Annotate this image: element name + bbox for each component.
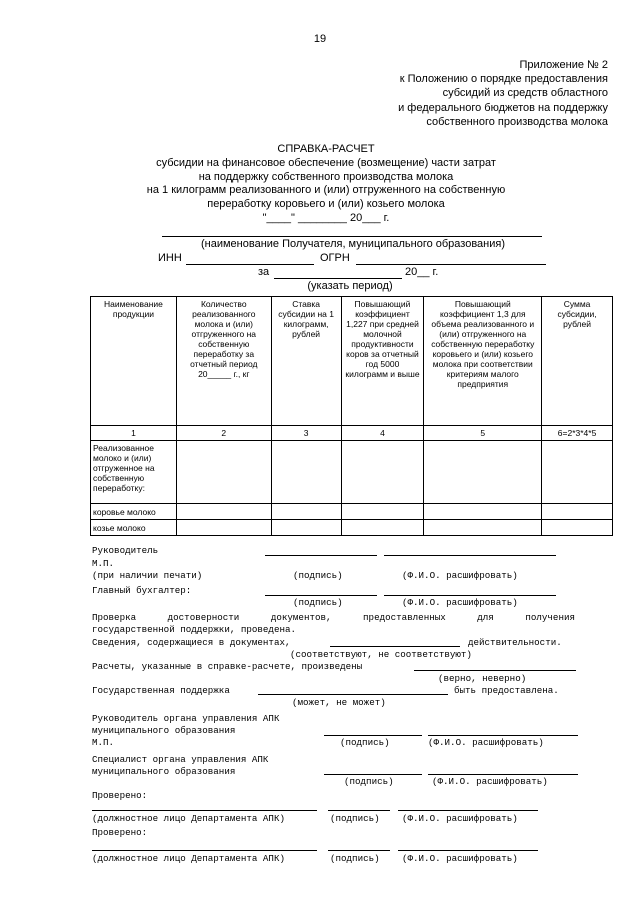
checked-label: Проверено: <box>92 790 148 801</box>
signature-caption: (подпись) <box>340 737 390 748</box>
head-signature-field[interactable] <box>265 555 377 556</box>
table-header-cell: Сумма субсидии, рублей <box>542 297 613 426</box>
table-cell[interactable] <box>271 520 341 536</box>
signature-caption: (подпись) <box>293 597 343 608</box>
title-line: переработку коровьего и (или) козьего молока <box>207 198 445 211</box>
signature-caption: (подпись) <box>330 813 380 824</box>
name-caption: (Ф.И.О. расшифровать) <box>402 853 518 864</box>
period-prefix: за <box>258 266 270 278</box>
checked-signature-field[interactable] <box>328 850 390 851</box>
column-number: 6=2*3*4*5 <box>542 426 613 441</box>
period-caption: (указать период) <box>307 280 393 292</box>
head-mp: М.П. <box>92 558 115 569</box>
verification-word: документов, <box>270 612 332 623</box>
table-cell[interactable] <box>424 520 542 536</box>
conformity-field[interactable] <box>330 646 460 647</box>
period-field[interactable] <box>274 278 402 279</box>
apk-specialist-signature-field[interactable] <box>324 774 422 775</box>
column-number: 1 <box>91 426 177 441</box>
table-header-cell: Наименование продукции <box>91 297 177 426</box>
support-decision-caption: (может, не может) <box>292 697 386 708</box>
row-label: козье молоко <box>91 520 177 536</box>
verification-line-3-suffix: действительности. <box>468 637 562 648</box>
apk-head-mp: М.П. <box>92 737 115 748</box>
table-cell[interactable] <box>271 441 341 504</box>
title-line: СПРАВКА-РАСЧЕТ <box>277 143 375 155</box>
ogrn-field[interactable] <box>356 264 546 265</box>
table-row <box>91 504 613 520</box>
row-label: коровье молоко <box>91 504 177 520</box>
signature-caption: (подпись) <box>293 570 343 581</box>
name-caption: (Ф.И.О. расшифровать) <box>428 737 544 748</box>
title-line: субсидии на финансовое обеспечение (возмещение) части затрат <box>156 156 496 169</box>
verification-line-4-prefix: Расчеты, указанные в справке-расчете, произведены <box>92 661 363 672</box>
table-row <box>91 441 613 504</box>
apk-specialist-label: муниципального образования <box>92 766 236 777</box>
verification-line-3-prefix: Сведения, содержащиеся в документах, <box>92 637 291 648</box>
column-number: 4 <box>341 426 424 441</box>
signature-caption: (подпись) <box>344 776 394 787</box>
stamp-note: (при наличии печати) <box>92 570 203 581</box>
accountant-label: Главный бухгалтер: <box>92 585 192 596</box>
document-title <box>110 143 542 226</box>
recipient-name-field[interactable] <box>162 236 542 237</box>
subsidy-table <box>90 296 613 536</box>
table-header-cell: Количество реализованного молока и (или) отгруженного на собственную переработку за отчетный период 20_____ г., кг <box>176 297 271 426</box>
official-caption: (должностное лицо Департамента АПК) <box>92 853 285 864</box>
apk-head-label: Руководитель органа управления АПК <box>92 713 280 724</box>
appendix-line: к Положению о порядке предоставления <box>399 73 608 86</box>
table-cell[interactable] <box>341 520 424 536</box>
table-header-cell: Ставка субсидии на 1 килограмм, рублей <box>271 297 341 426</box>
name-caption: (Ф.И.О. расшифровать) <box>402 597 518 608</box>
table-cell[interactable] <box>341 504 424 520</box>
table-cell[interactable] <box>176 504 271 520</box>
table-header-cell: Повышающий коэффициент 1,227 при средней молочной продуктивности коров за отчетный год 5000 килограмм и выше <box>341 297 424 426</box>
appendix-header <box>308 58 608 129</box>
official-caption: (должностное лицо Департамента АПК) <box>92 813 285 824</box>
table-cell[interactable] <box>176 441 271 504</box>
inn-field[interactable] <box>186 264 314 265</box>
verification-line-2: государственной поддержки, проведена. <box>92 624 296 635</box>
column-number: 3 <box>271 426 341 441</box>
table-row <box>91 520 613 536</box>
verification-line-1 <box>92 612 575 623</box>
checked-name-field[interactable] <box>398 850 538 851</box>
table-header-cell: Повышающий коэффициент 1,3 для объема реализованного и (или) отгруженного на собственную переработку коровьего и (или) козьего молока при соответствии критериям малого предприятия <box>424 297 542 426</box>
title-line: на 1 килограмм реализованного и (или) отгруженного на собственную <box>146 184 506 197</box>
checked-name-field[interactable] <box>398 810 538 811</box>
apk-specialist-name-field[interactable] <box>428 774 578 775</box>
verification-word: получения <box>525 612 575 623</box>
page-number: 19 <box>313 33 327 45</box>
appendix-line: субсидий из средств областного <box>442 87 608 100</box>
table-cell[interactable] <box>176 520 271 536</box>
accountant-signature-field[interactable] <box>265 595 377 596</box>
table-cell[interactable] <box>271 504 341 520</box>
column-number-row <box>91 426 613 441</box>
table-cell[interactable] <box>542 504 613 520</box>
apk-head-signature-field[interactable] <box>324 735 422 736</box>
support-decision-field[interactable] <box>258 694 448 695</box>
calculation-caption: (верно, неверно) <box>438 673 527 684</box>
table-cell[interactable] <box>424 441 542 504</box>
verification-word: предоставленных <box>363 612 446 623</box>
apk-head-label: муниципального образования <box>92 725 236 736</box>
signature-caption: (подпись) <box>330 853 380 864</box>
row-label: Реализованное молоко и (или) отгруженное на собственную переработку: <box>91 441 177 504</box>
name-caption: (Ф.И.О. расшифровать) <box>402 570 518 581</box>
verification-word: Проверка <box>92 612 137 623</box>
verification-word: для <box>477 612 494 623</box>
title-date-line: "____" ________ 20___ г. <box>262 211 390 224</box>
table-cell[interactable] <box>542 441 613 504</box>
verification-line-5-prefix: Государственная поддержка <box>92 685 230 696</box>
ogrn-label: ОГРН <box>320 252 350 264</box>
period-year: 20__ г. <box>405 266 439 278</box>
appendix-line: собственного производства молока <box>426 115 608 128</box>
apk-specialist-label: Специалист органа управления АПК <box>92 754 269 765</box>
apk-head-name-field[interactable] <box>428 735 578 736</box>
checked-official-field[interactable] <box>92 810 317 811</box>
table-cell[interactable] <box>341 441 424 504</box>
calculation-field[interactable] <box>414 670 576 671</box>
head-name-field[interactable] <box>384 555 556 556</box>
inn-label: ИНН <box>158 252 182 264</box>
recipient-caption: (наименование Получателя, муниципального образования) <box>200 238 506 250</box>
table-header-row <box>91 297 613 426</box>
title-line: на поддержку собственного производства молока <box>198 170 454 183</box>
checked-official-field[interactable] <box>92 850 317 851</box>
verification-line-5-suffix: быть предоставлена. <box>454 685 559 696</box>
column-number: 5 <box>424 426 542 441</box>
table-cell[interactable] <box>542 520 613 536</box>
column-number: 2 <box>176 426 271 441</box>
checked-label: Проверено: <box>92 827 148 838</box>
name-caption: (Ф.И.О. расшифровать) <box>432 776 548 787</box>
conformity-caption: (соответствуют, не соответствуют) <box>290 649 472 660</box>
head-label: Руководитель <box>92 545 159 556</box>
table-cell[interactable] <box>424 504 542 520</box>
accountant-name-field[interactable] <box>384 595 556 596</box>
verification-word: достоверности <box>167 612 240 623</box>
appendix-line: и федерального бюджетов на поддержку <box>398 101 608 114</box>
appendix-line: Приложение № 2 <box>519 59 608 71</box>
name-caption: (Ф.И.О. расшифровать) <box>402 813 518 824</box>
checked-signature-field[interactable] <box>328 810 390 811</box>
